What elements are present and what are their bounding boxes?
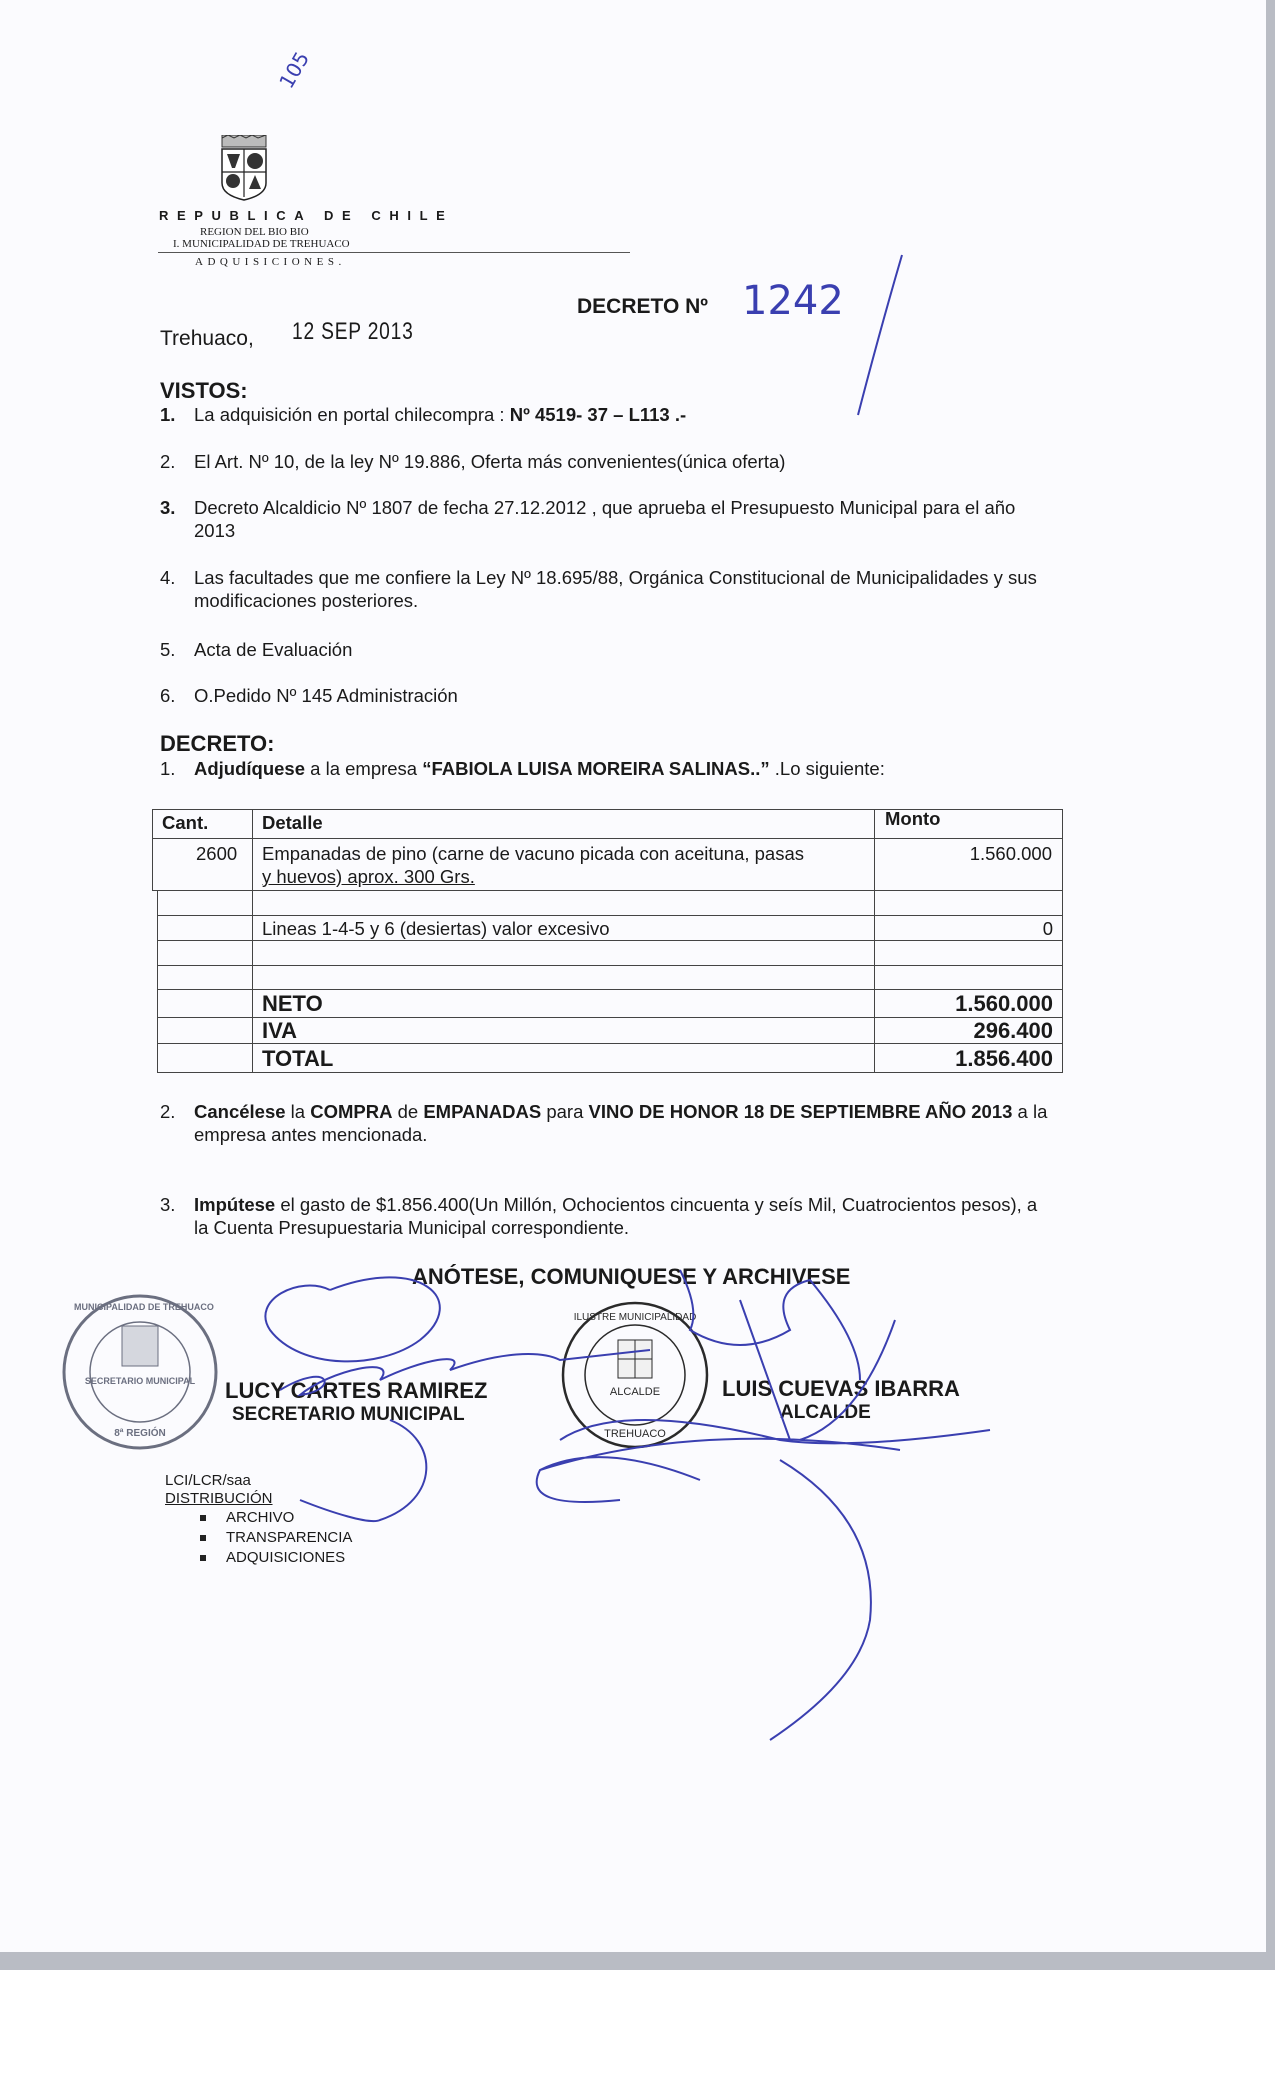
stamp-bottom-text: 8ª REGIÓN — [114, 1428, 166, 1439]
item-text: a la empresa — [305, 758, 423, 779]
letterhead-municipality: I. MUNICIPALIDAD DE TREHUACO — [173, 238, 350, 250]
cell-detail: Lineas 1-4-5 y 6 (desiertas) valor excesivo — [262, 918, 610, 939]
text: de — [392, 1101, 424, 1122]
text-bold: Impútese — [194, 1194, 276, 1215]
total-amount: 1.856.400 — [955, 1046, 1053, 1071]
item-text-continued: 2013 — [194, 520, 236, 541]
cell-amount: 1.560.000 — [969, 843, 1052, 864]
scan-edge-bottom — [0, 1952, 1275, 1970]
text: la — [285, 1101, 311, 1122]
bullet-icon — [200, 1535, 206, 1541]
vistos-item-4 — [160, 566, 1037, 612]
total-amount: 1.560.000 — [955, 991, 1053, 1016]
item-number: 3. — [160, 1194, 176, 1215]
item-number: 2. — [160, 451, 176, 472]
place-label: Trehuaco, — [160, 327, 254, 350]
item-number: 4. — [160, 567, 176, 588]
decreto-item-2 — [160, 1100, 1047, 1146]
total-label: NETO — [262, 991, 323, 1016]
vistos-item-1 — [160, 403, 686, 426]
item-text: El Art. Nº 10, de la ley Nº 19.886, Oferta más convenientes(única oferta) — [194, 451, 786, 472]
item-text: Acta de Evaluación — [194, 639, 353, 660]
decreto-heading: DECRETO: — [160, 731, 275, 756]
text: para — [541, 1101, 589, 1122]
item-number: 1. — [160, 758, 176, 779]
bullet-icon — [200, 1515, 206, 1521]
folio-mark: 105 — [274, 47, 315, 93]
stamp-inner-text: SECRETARIO MUNICIPAL — [84, 1376, 196, 1386]
col-header-qty: Cant. — [162, 812, 209, 833]
item-text: O.Pedido Nº 145 Administración — [194, 685, 458, 706]
total-label: TOTAL — [262, 1046, 334, 1071]
item-text-continued: modificaciones posteriores. — [194, 590, 419, 611]
distribution-item — [200, 1509, 294, 1526]
item-text-tail: .Lo siguiente: — [769, 758, 885, 779]
distribution-label: TRANSPARENCIA — [226, 1529, 353, 1546]
cell-detail: Empanadas de pino (carne de vacuno picada con aceituna, pasas — [262, 843, 805, 864]
col-header-detail: Detalle — [262, 812, 323, 833]
scan-edge-right — [1266, 0, 1275, 1970]
item-number: 6. — [160, 685, 176, 706]
mayor-stamp — [560, 1300, 710, 1450]
distribution-item — [200, 1549, 345, 1566]
letterhead-region: REGION DEL BIO BIO — [200, 226, 309, 238]
item-number: 2. — [160, 1101, 176, 1122]
decreto-item-3 — [160, 1193, 1037, 1239]
mayor-name: LUIS CUEVAS IBARRA — [722, 1376, 960, 1401]
text: el gasto de $1.856.400(Un Millón, Ochocientos cincuenta y seís Mil, Cuatrocientos pesos), a — [275, 1194, 1038, 1215]
total-label: IVA — [262, 1018, 298, 1043]
item-text: La adquisición en portal chilecompra : — [194, 404, 510, 425]
vistos-heading: VISTOS: — [160, 378, 248, 403]
text: a la — [1012, 1101, 1048, 1122]
col-header-amount: Monto — [885, 808, 941, 829]
company-name: “FABIOLA LUISA MOREIRA SALINAS..” — [422, 758, 770, 779]
verb-adjudiquese: Adjudíquese — [194, 758, 306, 779]
text-bold: COMPRA — [310, 1101, 393, 1122]
decreto-item-1 — [160, 757, 885, 780]
secretary-name: LUCY CARTES RAMIREZ — [225, 1378, 488, 1403]
decree-number-handwritten: 1242 — [742, 278, 844, 324]
item-text: Decreto Alcaldicio Nº 1807 de fecha 27.12.2012 , que aprueba el Presupuesto Municipal para el año — [194, 497, 1016, 518]
secretary-stamp — [60, 1292, 220, 1452]
bullet-icon — [200, 1555, 206, 1561]
cell-qty: 2600 — [196, 843, 238, 864]
mayor-title: ALCALDE — [780, 1402, 871, 1423]
stamp-bottom-text: TREHUACO — [604, 1428, 666, 1440]
coat-of-arms-logo — [218, 135, 270, 201]
text-bold: Cancélese — [194, 1101, 286, 1122]
stamp-inner-text: ALCALDE — [609, 1386, 661, 1398]
text-bold: EMPANADAS — [423, 1101, 542, 1122]
closing-formula: ANÓTESE, COMUNIQUESE Y ARCHIVESE — [412, 1264, 851, 1289]
event-name: VINO DE HONOR 18 DE SEPTIEMBRE AÑO 2013 — [588, 1101, 1013, 1122]
text-continued: empresa antes mencionada. — [194, 1124, 428, 1145]
cell-amount: 0 — [1042, 918, 1053, 939]
total-amount: 296.400 — [973, 1018, 1053, 1043]
item-number: 3. — [160, 497, 176, 518]
distribution-label: ADQUISICIONES — [226, 1549, 346, 1566]
vistos-item-3 — [160, 496, 1015, 542]
vistos-item-6 — [160, 684, 458, 707]
reference-initials: LCI/LCR/saa — [165, 1472, 251, 1489]
secretary-title: SECRETARIO MUNICIPAL — [232, 1404, 465, 1425]
item-number: 1. — [160, 404, 176, 425]
letterhead-department: ADQUISICIONES. — [195, 256, 346, 268]
distribution-label: ARCHIVO — [226, 1509, 295, 1526]
text-continued: la Cuenta Presupuestaria Municipal correspondiente. — [194, 1217, 630, 1238]
vistos-item-2 — [160, 450, 785, 473]
decree-number-label: DECRETO Nº — [577, 295, 708, 318]
cell-detail-continued: y huevos) aprox. 300 Grs. — [262, 866, 475, 887]
stamp-ring-text: ILUSTRE MUNICIPALIDAD — [573, 1312, 697, 1323]
stamp-ring-text: MUNICIPALIDAD DE TREHUACO — [74, 1302, 214, 1312]
item-number: 5. — [160, 639, 176, 660]
item-text: Las facultades que me confiere la Ley Nº 18.695/88, Orgánica Constitucional de Municipalidades y sus — [194, 567, 1037, 588]
distribution-heading: DISTRIBUCIÓN — [165, 1490, 273, 1507]
chilecompra-id: Nº 4519- 37 – L113 .- — [509, 404, 687, 425]
vistos-item-5 — [160, 638, 352, 661]
date-stamp: 12 SEP 2013 — [292, 318, 414, 345]
letterhead-country: REPUBLICA DE CHILE — [159, 208, 454, 223]
letterhead-divider — [158, 252, 630, 253]
distribution-item — [200, 1529, 352, 1546]
